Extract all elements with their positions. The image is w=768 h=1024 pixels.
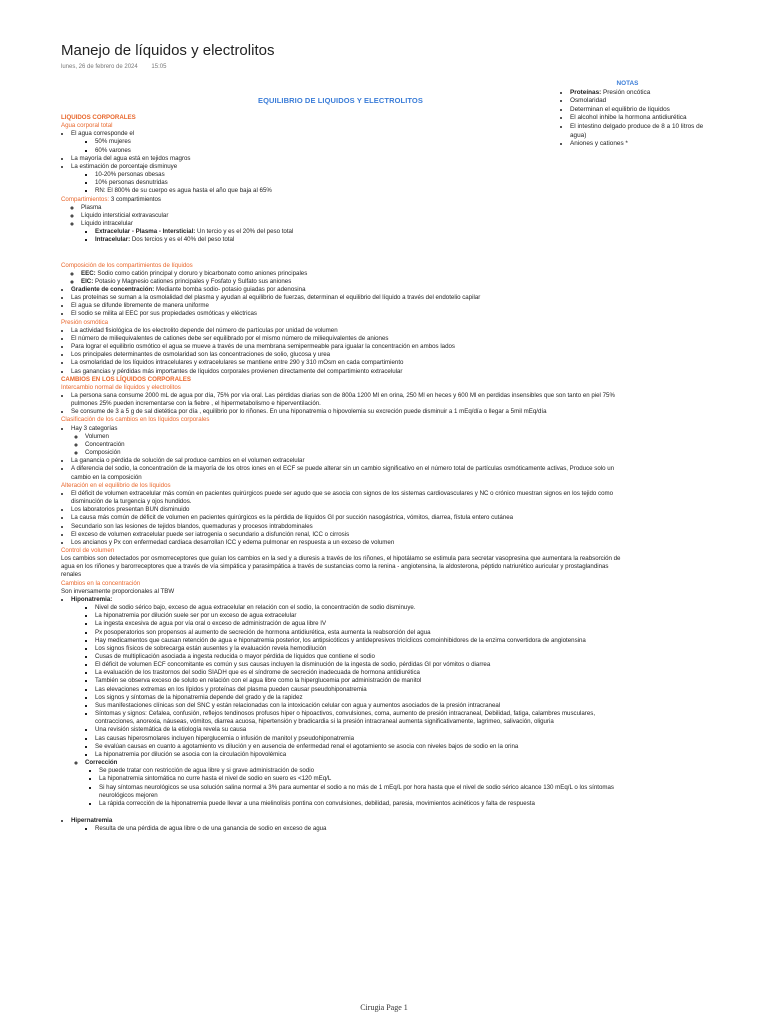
list-item: • Para lograr el equilibrio osmótico el agua se mueve a través de una membrana semipermeable para igualar la concentración en ambos lados xyxy=(71,343,621,351)
page-datetime xyxy=(61,64,178,70)
list-item: • El agua se difunde libremente de manera uniforme xyxy=(71,302,621,310)
list-item: ▪ Las causas hiperosmolares incluyen hiperglucemia o infusión de manitol y pseudohiponatremia xyxy=(95,735,621,743)
section-title-liquidos: LIQUIDOS CORPORALES xyxy=(61,114,136,121)
page-time: 15:05 xyxy=(151,64,167,70)
list-item: ▪ Síntomas y signos: Cefalea, confusión, reflejos tendinosos profusos hiper o hipoactivos, convulsiones, coma, aumento de presión intracraneal, Debilidad, fatiga, calambres musculares, contracciones, anorexia, náuseas, vómitos, diarrea acuosa, hipertensión y bradicardia si la presión intracraneal aumenta significativamente, lagrimeo, salivación, oliguria xyxy=(95,710,621,726)
list-item: • La causa más común de déficit de volumen en pacientes quirúrgicos es la pérdida de líquidos GI por succión nasogástrica, vómitos, diarrea, fístula entero cutánea xyxy=(71,514,621,522)
section-title-cambios: CAMBIOS EN LOS LÍQUIDOS CORPORALES xyxy=(61,375,191,383)
list-item: • La persona sana consume 2000 mL de agua por día, 75% por vía oral. Las pérdidas diarias son de 800a 1200 Ml en orina, 250 Ml en heces y 600 Ml en perdidas insensibles que son tanto en piel 75% pulmones 25% pueden incrementarse con la fiebre , el hipermetabolismo e hiperventilación. xyxy=(71,392,621,408)
list-item: • Hipernatremia ▪ Resulta de una pérdida de agua libre o de una ganancia de sodio en exceso de agua xyxy=(71,817,621,833)
section-title-alteracion: Alteración en el equilibrio de los líquidos xyxy=(61,481,171,489)
sublist xyxy=(71,433,621,457)
list-item: ▪ Si hay síntomas neurológicos se usa solución salina normal a 3% para aumentar el sodio a no más de 1 mEq/L por hora hasta que el nivel de sodio sérico alcance 130 mEq/L o los síntomas neurológicos mejoren xyxy=(99,784,621,800)
sublist xyxy=(71,171,621,195)
list-item: ▪ Los signos y síntomas de la hiponatremia depende del grado y de la rapidez xyxy=(95,694,621,702)
notes-item: • Aniones y cationes * xyxy=(570,140,710,149)
list-item: • Gradiente de concentración: Mediante bomba sodio- potasio guiadas por adenosina xyxy=(71,286,621,294)
list-item: ◦ Plasma xyxy=(81,204,621,212)
section-title-clasificacion: Clasificación de los cambios en los líquidos corporales xyxy=(61,416,210,424)
list-item: ▪ La hiponatremia por dilución se asocia con la circulación hipovolémica xyxy=(95,751,621,759)
section-title-presion: Presión osmótica xyxy=(61,318,109,326)
paragraph: Son inversamente proporcionales al TBW xyxy=(61,587,175,595)
notes-item: • Proteínas: Presión oncótica xyxy=(570,89,710,98)
list xyxy=(61,130,621,195)
list-item: • Los ancianos y Px con enfermedad cardiaca desarrollan ICC y edema pulmonar en respuesta a un exceso de volumen xyxy=(71,539,621,547)
notes-title: NOTAS xyxy=(616,80,639,87)
list-item: ▪ Nivel de sodio sérico bajo, exceso de agua extracelular en relación con el sodio, la concentración de sodio disminuye. xyxy=(95,604,621,612)
list-item: ◦ Volumen xyxy=(85,433,621,441)
notes-item: • El alcohol inhibe la hormona antidiurética xyxy=(570,114,710,123)
sublist xyxy=(85,767,621,808)
list-item: ▪ La hiponatremia por dilución suele ser por un exceso de agua extracelular xyxy=(95,612,621,620)
section-title-composicion: Composición de los compartimientos de líquidos xyxy=(61,261,193,269)
list-item: ▪ Extracelular - Plasma - Intersticial: Un tercio y es el 20% del peso total xyxy=(95,228,621,236)
subsection-title-intercambio: Intercambio normal de líquidos y electrolitos xyxy=(61,383,181,391)
list-item: • El agua corresponde el ▪ 50% mujeres ▪ 60% varones xyxy=(71,130,621,154)
list-item: ▪ Se evalúan causas en cuanto a agotamiento vs dilución y en ausencia de enfermedad renal el agotamiento se asocia con niveles bajos de sodio en la orina xyxy=(95,743,621,751)
section-title-control: Control de volumen xyxy=(61,546,115,554)
paragraph: Los cambios son detectados por osmorreceptores que guían los cambios en la sed y a diuresis a través de los riñones, el hipotálamo se estimula para secretar vasopresina que aumentara la reabsorción de agua en los riñones y barorreceptores que a través de vía simpática y parasimpática a través de sustancias como la renina - angiotensina, la aldosterona, péptido natriurético auricular y prostaglandinas renales xyxy=(61,555,621,579)
list-item: ▪ También se observa exceso de soluto en relación con el agua libre como la hiperglucemia por administración de manitol xyxy=(95,677,621,685)
sublist xyxy=(71,138,621,154)
section-heading: EQUILIBRIO DE LIQUIDOS Y ELECTROLITOS xyxy=(258,96,423,105)
list-item: • Hiponatremia: ▪ Nivel de sodio sérico bajo, exceso de agua extracelular en relación con el sodio, la concentración de sodio disminuye. ▪ La hiponatremia por dilución suele ser por un exceso de agua extracelular ▪ La ingesta excesiva de agua por vía oral o exceso de administración de agua libre IV ▪ Px posoperatorios son propensos al aumento de secreción de hormona antidiurética, esta aumenta la reabsorción del agua ▪ Hay medicamentos que causan retención de agua e hiponatremia posterior, los antipsicóticos y antidepresivos tricíclicos comoinhibidores de la enzima convertidora de angiotensina ▪ Los signos físicos de sobrecarga están ausentes y la evaluación revela hemodilución ▪ Cusas de multiplicación asociada a ingesta reducida o mayor pérdida de líquidos que contiene el sodio ▪ El déficit de volumen ECF concomitante es común y sus causas incluyen la disminución de la ingesta de sodio, pérdidas GI por vómitos o diarrea ▪ La evaluación de los trastornos del sodio SIADH que es el síndrome de secreción inadecuada de hormona antidiurética ▪ También se observa exceso de soluto en relación con el agua libre como la hiperglucemia por administración de manitol ▪ Las elevaciones extremas en los lípidos y proteínas del plasma pueden causar pseudohiponatremia ▪ Los signos y síntomas de la hiponatremia depende del grado y de la rapidez ▪ Sus manifestaciones clínicas son del SNC y están relacionadas con la intoxicación celular con agua y aumentos asociados de la presión intracraneal ▪ Síntomas y signos: Cefalea, confusión, reflejos tendinosos profusos hiper o hipoactivos, convulsiones, coma, aumento de presión intracraneal, Debilidad, fatiga, calambres musculares, contracciones, anorexia, náuseas, vómitos, diarrea acuosa, hipertensión y bradicardia si la presión intracraneal aumenta significativamente, lagrimeo, salivación, oliguria ▪ Una revisión sistemática de la etiología revela su causa ▪ Las causas hiperosmolares incluyen hiperglucemia o infusión de manitol y pseudohiponatremia ▪ Se evalúan causas en cuanto a agotamiento vs dilución y en ausencia de enfermedad renal el agotamiento se asocia con niveles bajos de sodio en la orina ▪ La hiponatremia por dilución se asocia con la circulación hipovolémica ◦ Corrección ▪ Se puede tratar con restricción de agua libre y si grave administración de sodio ▪ La hiponatremia sintomática no curre hasta el nivel de sodio en suero es <120 mEq/L ▪ Si hay síntomas neurológicos se usa solución salina normal a 3% para aumentar el sodio a no más de 1 mEq/L por hora hasta que el nivel de sodio sérico alcance 130 mEq/L o los síntomas neurológicos mejoren ▪ La rápida corrección de la hiponatremia puede llevar a una mielinolisis pontina con convulsiones, debilidad, paresia, movimientos acinéticos y falta de respuesta xyxy=(71,596,621,808)
list-item: • La osmolaridad de los líquidos intracelulares y extracelulares se mantiene entre 290 y 310 mOsm en cada compartimiento xyxy=(71,359,621,367)
list xyxy=(61,425,621,482)
list xyxy=(61,392,621,416)
sublist xyxy=(71,604,621,759)
list-item: ▪ 10-20% personas obesas xyxy=(95,171,621,179)
list-item: ◦ Líquido intersticial extravascular xyxy=(81,212,621,220)
list-item: ▪ Resulta de una pérdida de agua libre o de una ganancia de sodio en exceso de agua xyxy=(95,825,621,833)
list-item: ▪ Cusas de multiplicación asociada a ingesta reducida o mayor pérdida de líquidos que contiene el sodio xyxy=(95,653,621,661)
list xyxy=(61,286,621,319)
list-item: • Las proteínas se suman a la osmolalidad del plasma y ayudan al equilibrio de fuerzas, determinan el equilibrio del líquido a través del endotelio capilar xyxy=(71,294,621,302)
list-item: ▪ Una revisión sistemática de la etiología revela su causa xyxy=(95,726,621,734)
list-item: ▪ 50% mujeres xyxy=(95,138,621,146)
subsection-title-agua: Agua corporal total xyxy=(61,122,113,130)
note-body xyxy=(61,114,621,833)
list-item: • El número de miliequivalentes de cationes debe ser equilibrado por el mismo número de miliequivalentes de aniones xyxy=(71,335,621,343)
list-item: ▪ Intracelular: Dos tercios y es el 40% del peso total xyxy=(95,236,621,244)
sublist xyxy=(71,825,621,833)
list-item: ▪ La hiponatremia sintomática no curre hasta el nivel de sodio en suero es <120 mEq/L xyxy=(99,775,621,783)
list-item: ▪ Sus manifestaciones clínicas son del SNC y están relacionadas con la intoxicación celular con agua y aumentos asociados de la presión intracraneal xyxy=(95,702,621,710)
list-item: • A diferencia del sodio, la concentración de la mayoría de los otros iones en el ECF se puede alterar sin un cambio significativo en el número total de partículas osmóticamente activas, Produce solo un cambio en la composición xyxy=(71,465,621,481)
list-item: ▪ Hay medicamentos que causan retención de agua e hiponatremia posterior, los antipsicóticos y antidepresivos tricíclicos comoinhibidores de la enzima convertidora de angiotensina xyxy=(95,637,621,645)
sublist xyxy=(81,228,621,244)
list-item: • El sodio se milita al EEC por sus propiedades osmóticas y eléctricas xyxy=(71,310,621,318)
list-item: ▪ RN: El 800% de su cuerpo es agua hasta el año que baja al 65% xyxy=(95,187,621,195)
list-item: • La mayoría del agua está en tejidos magros xyxy=(71,155,621,163)
list-item: • Hay 3 categorías ◦ Volumen ◦ Concentración ◦ Composición xyxy=(71,425,621,458)
page-date: lunes, 26 de febrero de 2024 xyxy=(61,64,138,70)
list xyxy=(61,817,621,833)
page-footer: Cirugia Page 1 xyxy=(360,1003,408,1012)
list-item: ◦ EIC: Potasio y Magnesio cationes principales y Fosfato y Sulfato sus aniones xyxy=(81,278,621,286)
notes-item: • Osmolaridad xyxy=(570,97,710,106)
list-item: • Secundario son las lesiones de tejidos blandos, quemaduras y procesos intrabdominales xyxy=(71,523,621,531)
notes-item: • El intestino delgado produce de 8 a 10 litros de agua) xyxy=(570,123,710,140)
list-item: ▪ 60% varones xyxy=(95,147,621,155)
list-item: • Los principales determinantes de osmolaridad son las concentraciones de solio, glucosa y urea xyxy=(71,351,621,359)
list xyxy=(61,596,621,808)
list xyxy=(61,270,621,286)
notes-item: • Determinan el equilibrio de líquidos xyxy=(570,106,710,115)
list-item: • Se consume de 3 a 5 g de sal dietética por día , equilibrio por lo riñones. En una hiponatremia o hipovolemia su excreción puede disminuir a 1 mEq/día o llegar a 5mil mEq/día xyxy=(71,408,621,416)
list-item: ◦ Concentración xyxy=(85,441,621,449)
list-item: ▪ Px posoperatorios son propensos al aumento de secreción de hormona antidiurética, esta aumenta la reabsorción del agua xyxy=(95,629,621,637)
list-item: ▪ La ingesta excesiva de agua por vía oral o exceso de administración de agua libre IV xyxy=(95,620,621,628)
compartimientos-line: Compartimientos: 3 compartimientos xyxy=(61,195,161,203)
list xyxy=(61,490,621,547)
list-item: ▪ El déficit de volumen ECF concomitante es común y sus causas incluyen la disminución de la ingesta de sodio, pérdidas GI por vómitos o diarrea xyxy=(95,661,621,669)
list-item: ▪ 10% personas desnutridas xyxy=(95,179,621,187)
section-title-concentracion: Cambios en la concentración xyxy=(61,579,141,587)
list-item: • El exceso de volumen extracelular puede ser iatrogenia o secundario a disfunción renal, ICC o cirrosis xyxy=(71,531,621,539)
list-item: ◦ EEC: Sodio como catión principal y cloruro y bicarbonato como aniones principales xyxy=(81,270,621,278)
list-item: ◦ Líquido intracelular ▪ Extracelular - Plasma - Intersticial: Un tercio y es el 20% del peso total ▪ Intracelular: Dos tercios y es el 40% del peso total xyxy=(81,220,621,244)
list-item: ▪ Se puede tratar con restricción de agua libre y si grave administración de sodio xyxy=(99,767,621,775)
sublist xyxy=(71,759,621,808)
list xyxy=(61,204,621,245)
list-item: • La estimación de porcentaje disminuye ▪ 10-20% personas obesas ▪ 10% personas desnutridas ▪ RN: El 800% de su cuerpo es agua hasta el año que baja al 65% xyxy=(71,163,621,196)
list-item: ◦ Corrección ▪ Se puede tratar con restricción de agua libre y si grave administración de sodio ▪ La hiponatremia sintomática no curre hasta el nivel de sodio en suero es <120 mEq/L ▪ Si hay síntomas neurológicos se usa solución salina normal a 3% para aumentar el sodio a no más de 1 mEq/L por hora hasta que el nivel de sodio sérico alcance 130 mEq/L o los síntomas neurológicos mejoren ▪ La rápida corrección de la hiponatremia puede llevar a una mielinolisis pontina con convulsiones, debilidad, paresia, movimientos acinéticos y falta de respuesta xyxy=(85,759,621,808)
list-item: ▪ Las elevaciones extremas en los lípidos y proteínas del plasma pueden causar pseudohiponatremia xyxy=(95,686,621,694)
list-item: • Los laboratorios presentan BUN disminuido xyxy=(71,506,621,514)
list-item: ◦ Composición xyxy=(85,449,621,457)
list-item: ▪ La evaluación de los trastornos del sodio SIADH que es el síndrome de secreción inadecuada de hormona antidiurética xyxy=(95,669,621,677)
list-item: • La actividad fisiológica de los electrolito depende del número de partículas por unidad de volumen xyxy=(71,327,621,335)
list-item: ▪ Los signos físicos de sobrecarga están ausentes y la evaluación revela hemodilución xyxy=(95,645,621,653)
page-title: Manejo de líquidos y electrolitos xyxy=(61,42,275,59)
list xyxy=(61,327,621,376)
list-item: • Las ganancias y pérdidas más importantes de líquidos corporales provienen directamente del compartimiento extracelular xyxy=(71,368,621,376)
list-item: • La ganancia o pérdida de solución de sal produce cambios en el volumen extracelular xyxy=(71,457,621,465)
list-item: • El déficit de volumen extracelular más común en pacientes quirúrgicos puede ser agudo que se asocia con signos de los sistemas cardiovasculares y NC o crónico muestran signos en los tejido como disminución de la turgencia y ojos hundidos. xyxy=(71,490,621,506)
list-item: ▪ La rápida corrección de la hiponatremia puede llevar a una mielinolisis pontina con convulsiones, debilidad, paresia, movimientos acinéticos y falta de respuesta xyxy=(99,800,621,808)
